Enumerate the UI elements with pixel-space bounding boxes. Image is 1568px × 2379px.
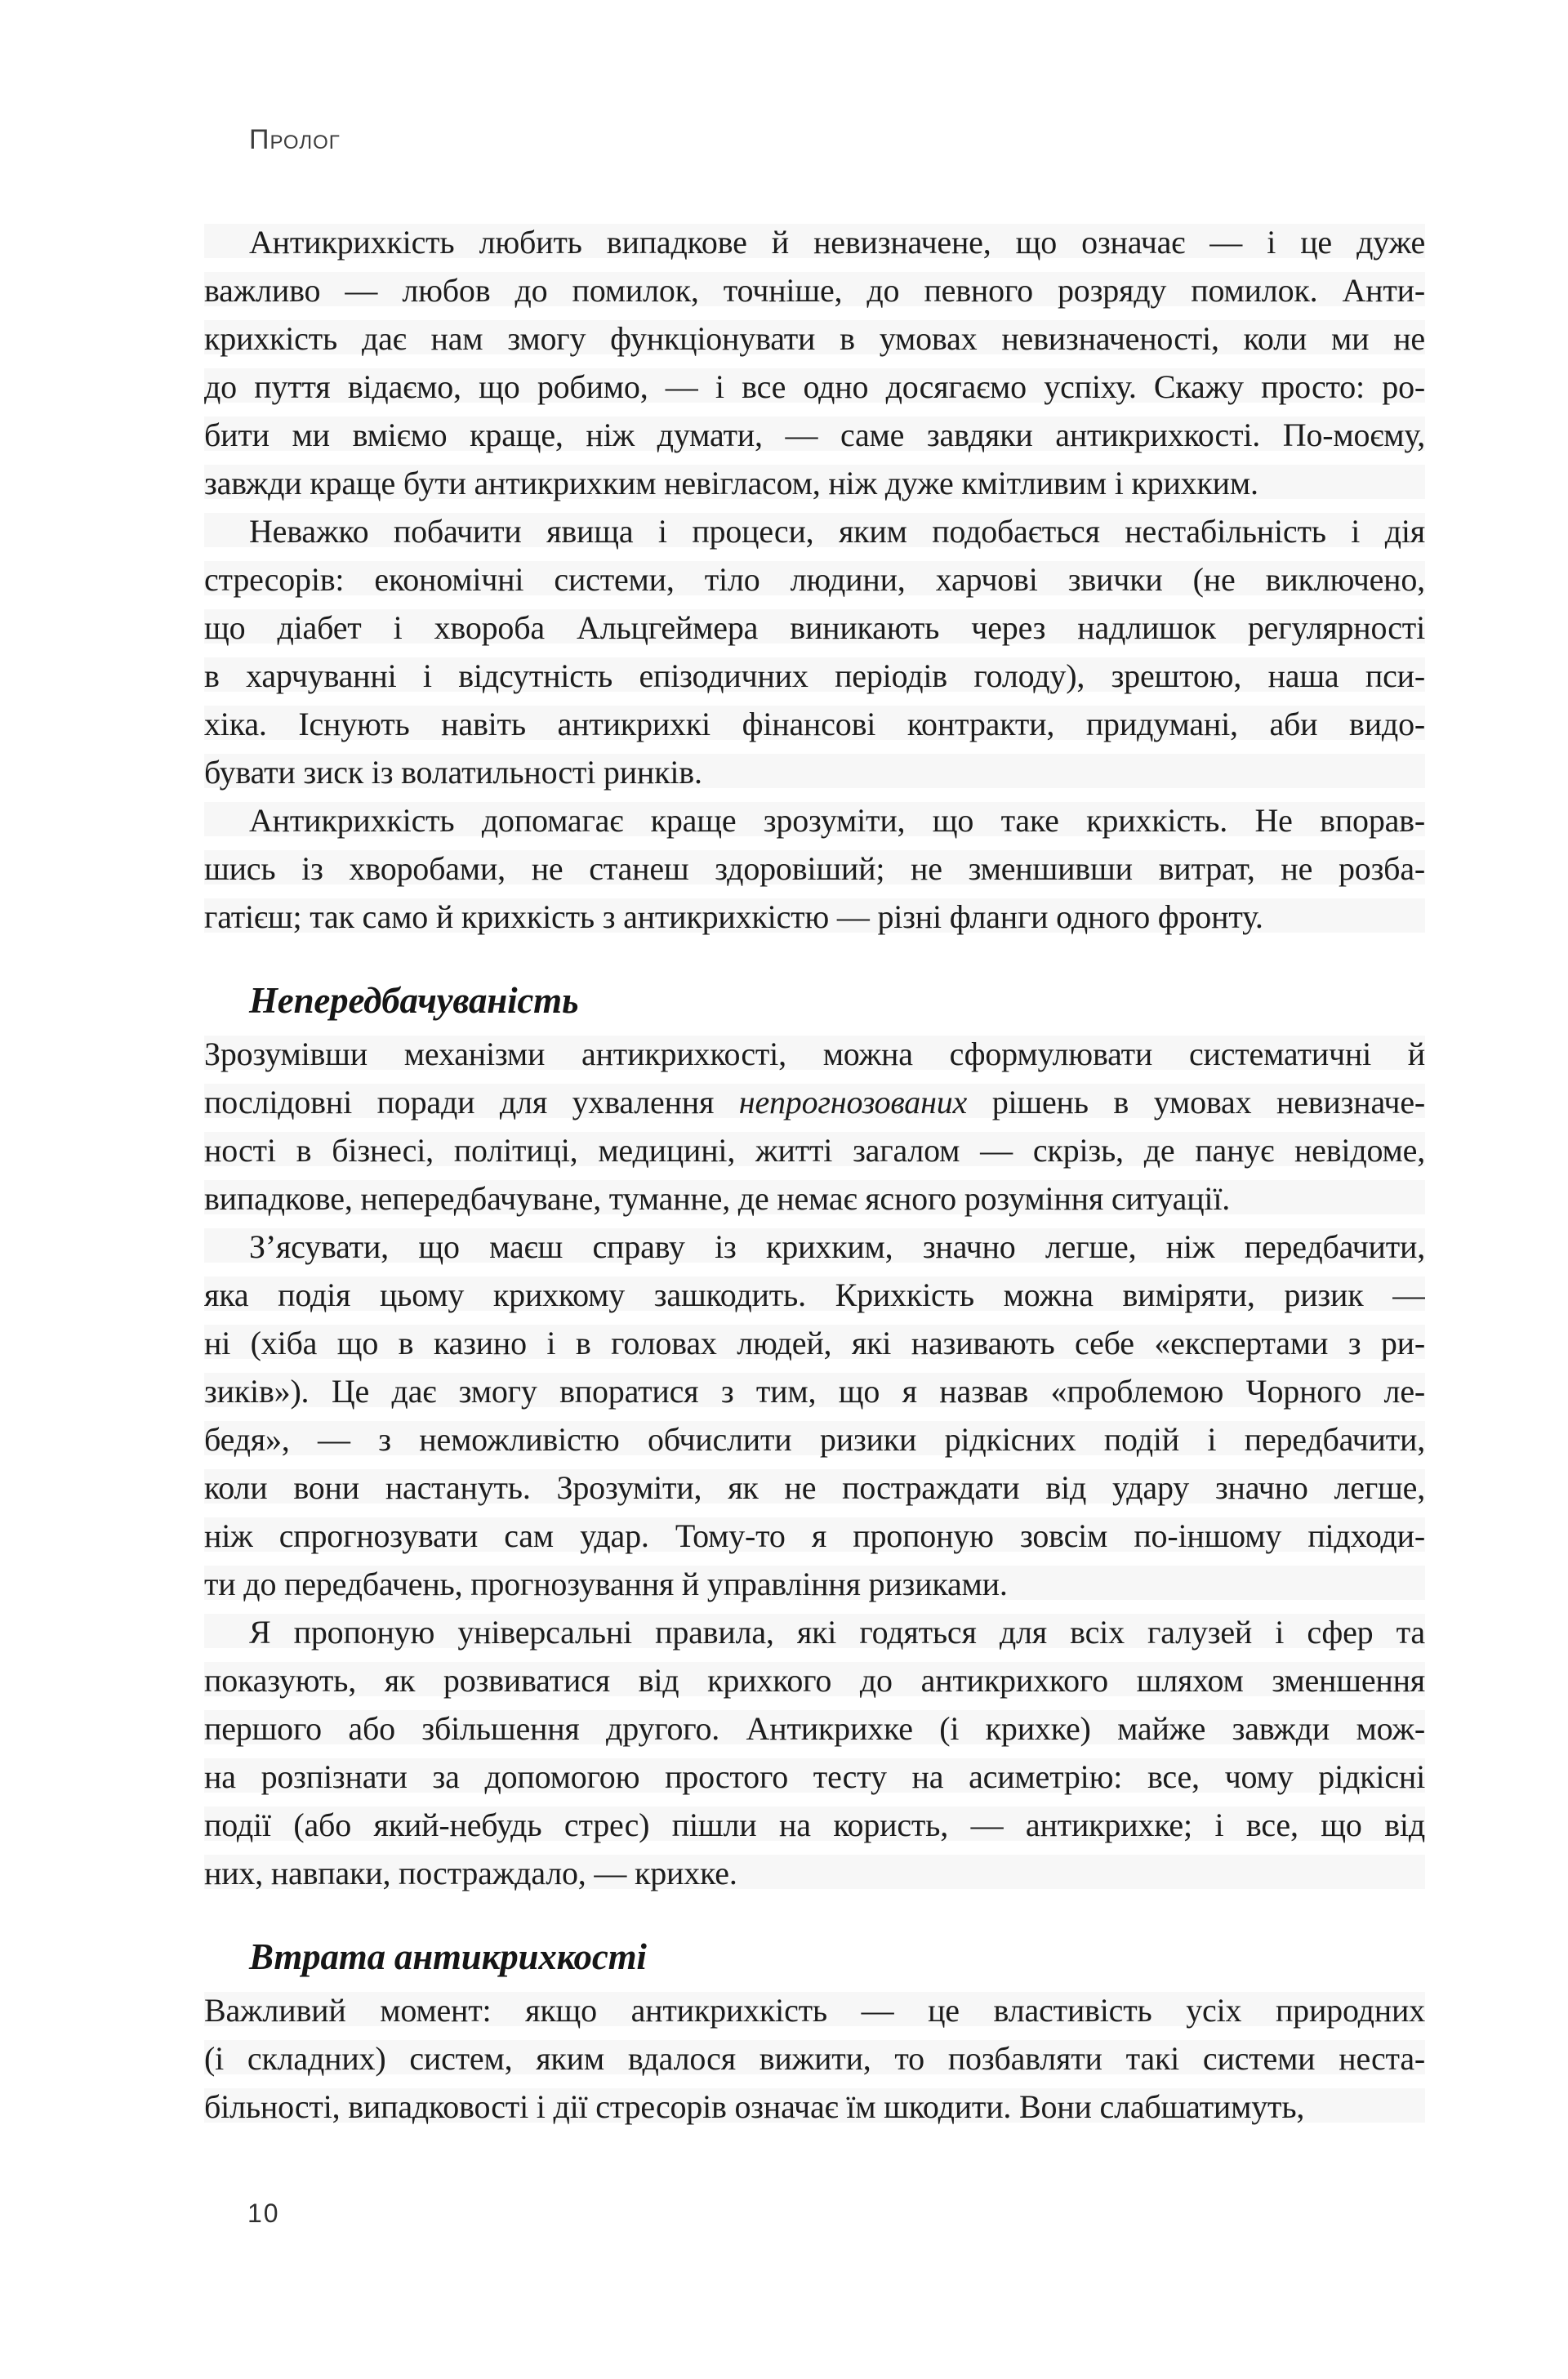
text-block [204, 218, 1425, 2131]
paragraph [204, 1986, 1425, 2131]
text-line: завжди краще бути антикрихким невігласом, ніж дуже кмітливим і крихким. [204, 459, 1425, 507]
emphasis-italic: непрогнозованих [738, 1084, 968, 1120]
paragraph [204, 796, 1425, 941]
paragraph [204, 1030, 1425, 1223]
text-line: випадкове, непередбачуване, туманне, де немає ясного розуміння ситуації. [204, 1174, 1425, 1223]
running-header: Пролог [249, 124, 341, 155]
text-line: Антикрихкість любить випадкове й невизначене, що означає — і це дуже [204, 218, 1425, 266]
text-line: ти до передбачень, прогнозування й управління ризиками. [204, 1560, 1425, 1608]
paragraph [204, 507, 1425, 796]
text-line: більності, випадковості і дії стресорів означає їм шкодити. Вони слабшатимуть, [204, 2083, 1425, 2131]
paragraph [204, 1223, 1425, 1608]
text-line: (і складних) систем, яким вдалося вижити, то позбавляти такі системи неста- [204, 2034, 1425, 2083]
text-line: Зрозумівши механізми антикрихкості, можна сформулювати систематичні й [204, 1030, 1425, 1078]
text-line: гатієш; так само й крихкість з антикрихкістю — різні фланги одного фронту. [204, 893, 1425, 941]
text-line: важливо — любов до помилок, точніше, до певного розряду помилок. Анти- [204, 266, 1425, 314]
text-line: Антикрихкість допомагає краще зрозуміти, що таке крихкість. Не впорав- [204, 796, 1425, 844]
text-line: стресорів: економічні системи, тіло людини, харчові звички (не виключено, [204, 555, 1425, 604]
text-line: шись із хворобами, не станеш здоровіший; не зменшивши витрат, не розба- [204, 844, 1425, 893]
text-line: бувати зиск із волатильності ринків. [204, 748, 1425, 796]
text-line: бити ми вміємо краще, ніж думати, — саме завдяки антикрихкості. По-моєму, [204, 411, 1425, 459]
text-line: події (або який-небудь стрес) пішли на користь, — антикрихке; і все, що від [204, 1801, 1425, 1849]
text-line: Я пропоную універсальні правила, які годяться для всіх галузей і сфер та [204, 1608, 1425, 1656]
text-line: них, навпаки, постраждало, — крихке. [204, 1849, 1425, 1897]
section-heading: Втрата антикрихкості [249, 1936, 647, 1977]
text-line: ні (хіба що в казино і в головах людей, які називають себе «експертами з ри- [204, 1319, 1425, 1367]
text-segment: рішень в умовах невизначе- [967, 1084, 1425, 1120]
text-line: до пуття відаємо, що робимо, — і все одно досягаємо успіху. Скажу просто: ро- [204, 363, 1425, 411]
text-line: зиків»). Це дає змогу впоратися з тим, що я назвав «проблемою Чорного ле- [204, 1367, 1425, 1415]
paragraph [204, 218, 1425, 507]
text-line: яка подія цьому крихкому зашкодить. Крихкість можна виміряти, ризик — [204, 1271, 1425, 1319]
text-line: Неважко побачити явища і процеси, яким подобається нестабільність і дія [204, 507, 1425, 555]
text-line: хіка. Існують навіть антикрихкі фінансові контракти, придумані, аби видо- [204, 700, 1425, 748]
text-line: крихкість дає нам змогу функціонувати в умовах невизначеності, коли ми не [204, 314, 1425, 363]
section-heading: Непередбачуваність [249, 980, 579, 1021]
text-line: ніж спрогнозувати сам удар. Тому-то я пропоную зовсім по-іншому підходи- [204, 1512, 1425, 1560]
text-line: першого або збільшення другого. Антикрихке (і крихке) майже завжди мож- [204, 1704, 1425, 1753]
text-line: З’ясувати, що маєш справу із крихким, значно легше, ніж передбачити, [204, 1223, 1425, 1271]
text-line: показують, як розвиватися від крихкого до антикрихкого шляхом зменшення [204, 1656, 1425, 1704]
text-line: в харчуванні і відсутність епізодичних періодів голоду), зрештою, наша пси- [204, 652, 1425, 700]
text-line: бедя», — з неможливістю обчислити ризики рідкісних подій і передбачити, [204, 1415, 1425, 1463]
text-line: Важливий момент: якщо антикрихкість — це властивість усіх природних [204, 1986, 1425, 2034]
page-number: 10 [247, 2199, 280, 2228]
text-line [204, 1078, 1425, 1126]
text-line: на розпізнати за допомогою простого тесту на асиметрію: все, чому рідкісні [204, 1753, 1425, 1801]
paragraph [204, 1608, 1425, 1897]
text-line: коли вони настануть. Зрозуміти, як не постраждати від удару значно легше, [204, 1463, 1425, 1512]
text-line: ності в бізнесі, політиці, медицині, житті загалом — скрізь, де панує невідоме, [204, 1126, 1425, 1174]
text-line: що діабет і хвороба Альцгеймера виникають через надлишок регулярності [204, 604, 1425, 652]
text-segment: послідовні поради для ухвалення [204, 1084, 739, 1120]
